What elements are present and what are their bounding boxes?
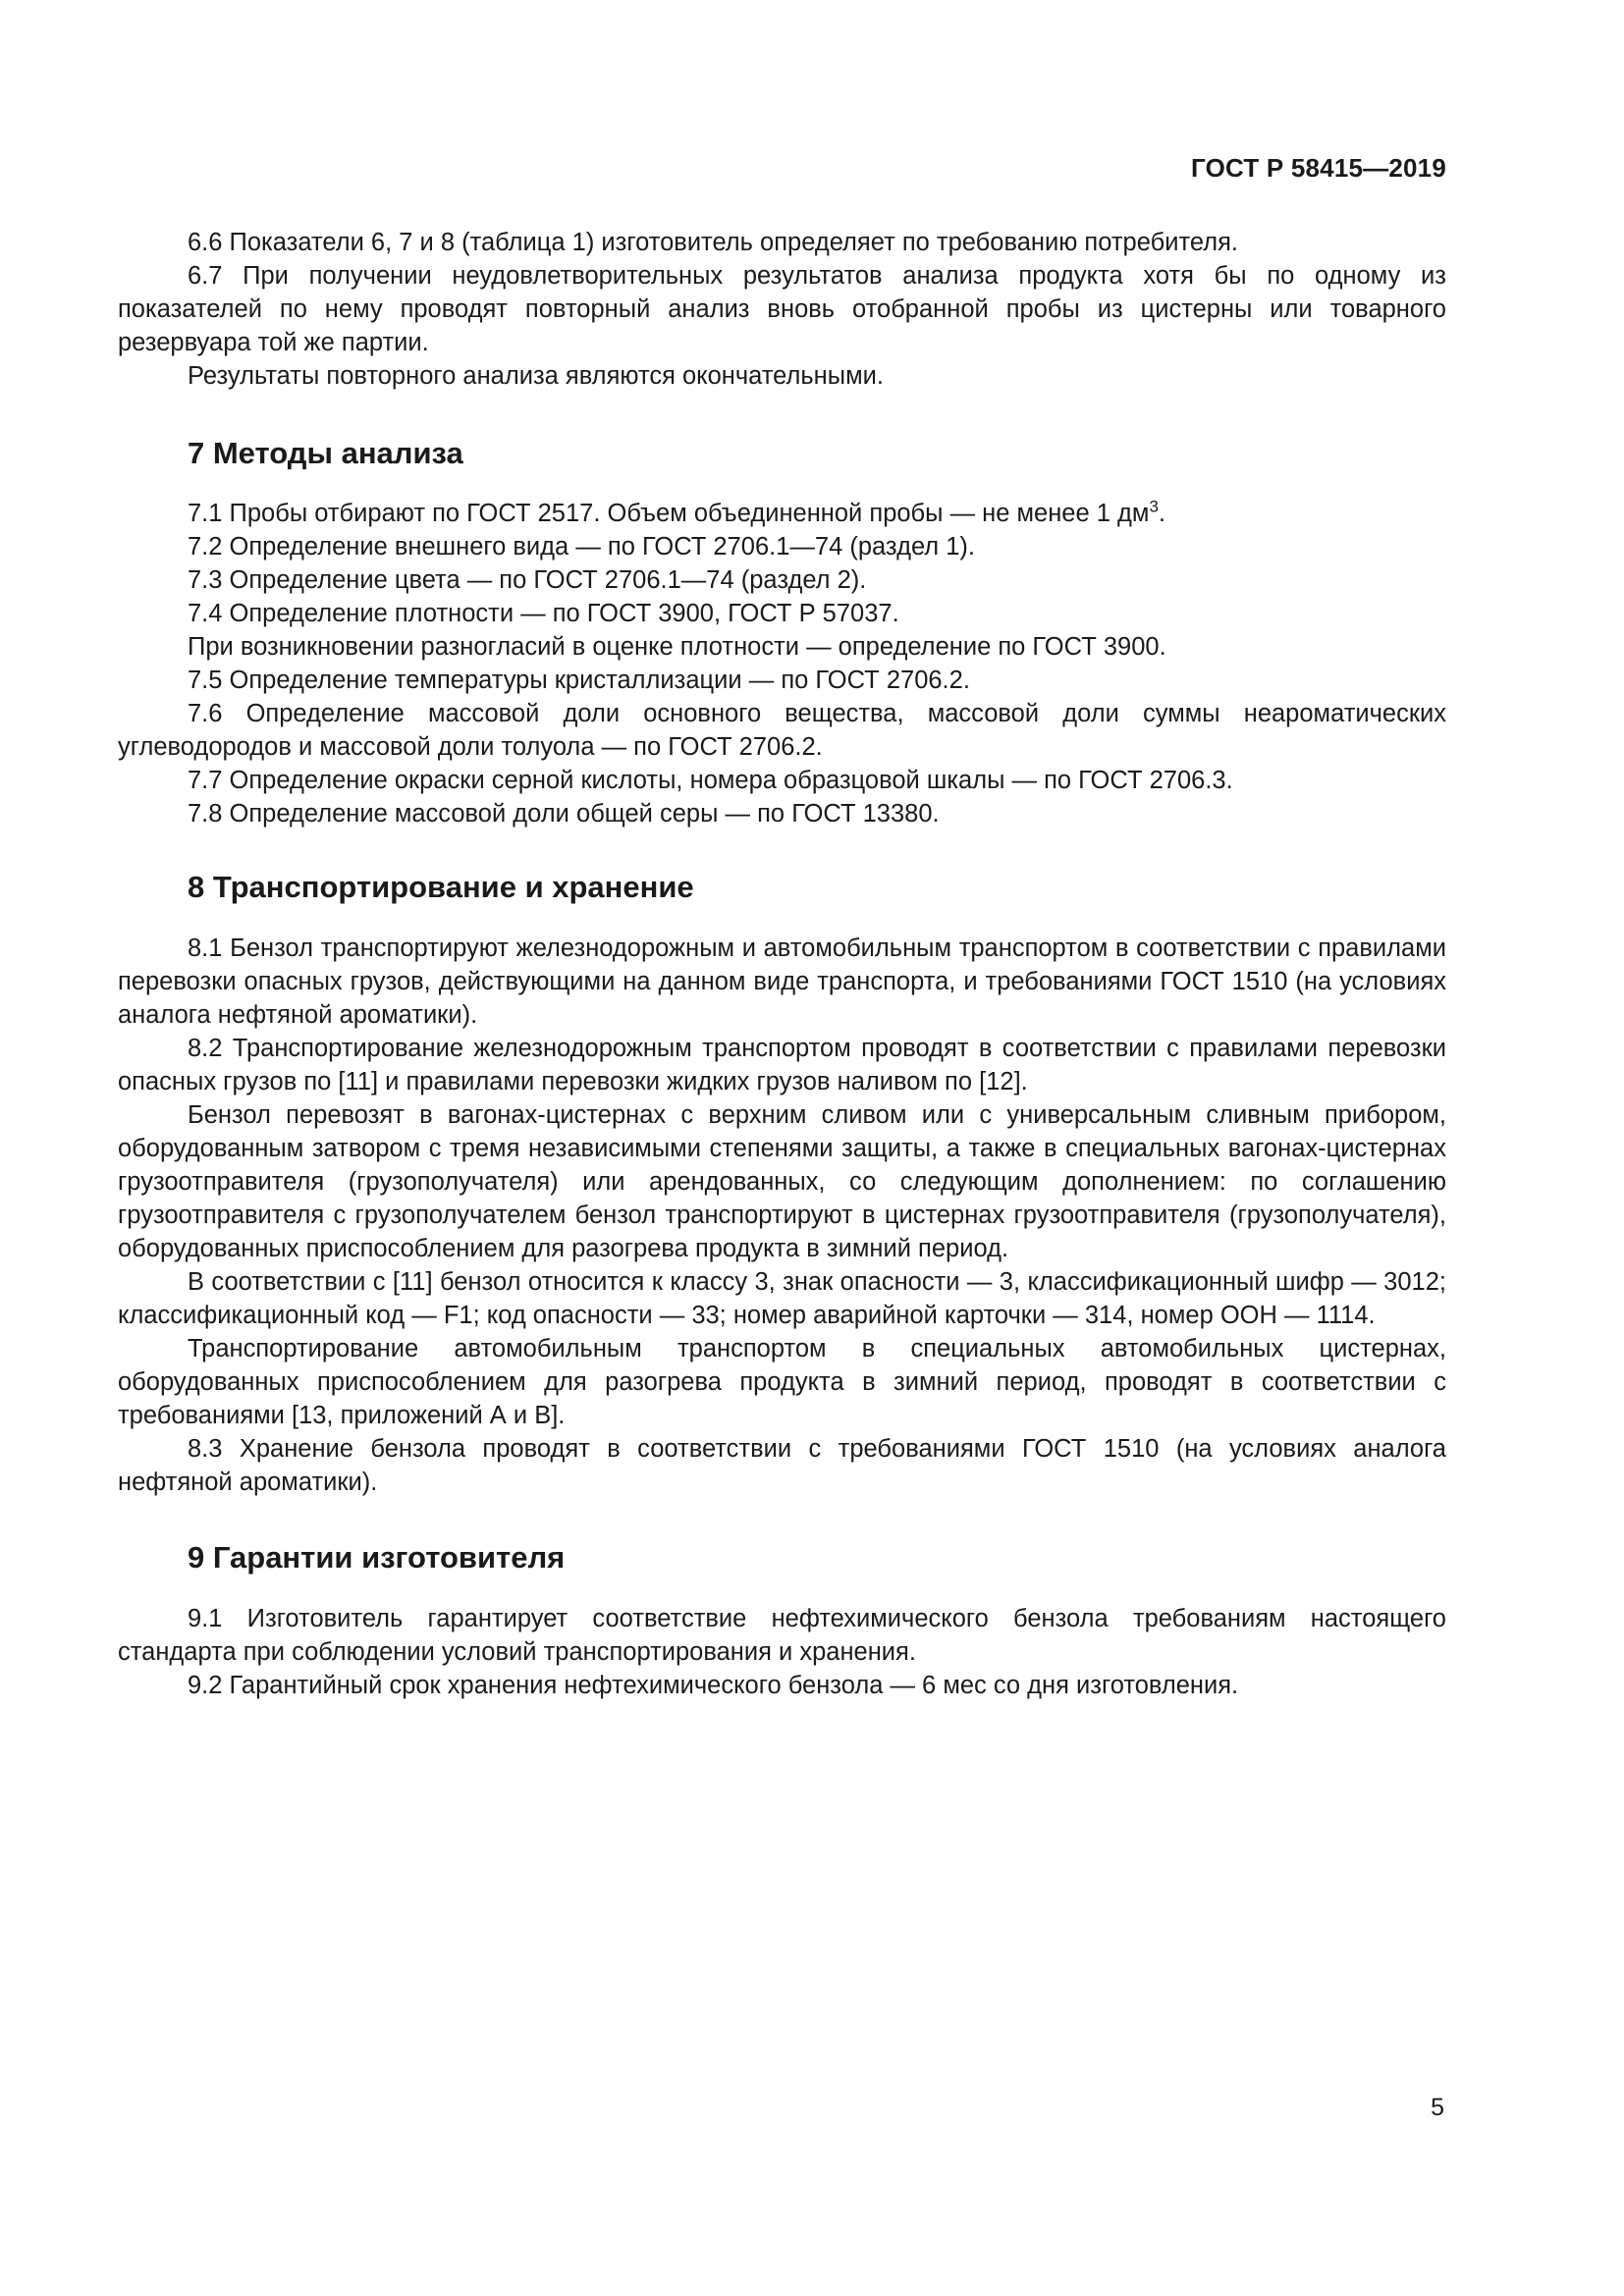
paragraph-7-1-text: 7.1 Пробы отбирают по ГОСТ 2517. Объем объединенной пробы — не менее 1 дм	[188, 500, 1150, 527]
paragraph-8-3: 8.3 Хранение бензола проводят в соответствии с требованиями ГОСТ 1510 (на условиях аналога нефтяной ароматики).	[118, 1435, 1446, 1496]
superscript-3: 3	[1149, 497, 1159, 516]
paragraph-7-1-end: .	[1158, 500, 1165, 527]
paragraph-8-1: 8.1 Бензол транспортируют железнодорожным и автомобильным транспортом в соответствии с правилами перевозки опасных грузов, действующими на данном виде транспорта, и требованиями ГОСТ 1510 (на условиях аналога нефтяной ароматики).	[118, 934, 1446, 1029]
paragraph-7-8: 7.8 Определение массовой доли общей серы — по ГОСТ 13380.	[188, 800, 940, 828]
document-code-header: ГОСТ Р 58415—2019	[1191, 153, 1446, 183]
paragraph-7-4-dispute: При возникновении разногласий в оценке плотности — определение по ГОСТ 3900.	[188, 633, 1166, 661]
paragraph-6-7: 6.7 При получении неудовлетворительных результатов анализа продукта хотя бы по одному из показателей по нему проводят повторный анализ вновь отобранной пробы из цистерны или товарного резервуара той же партии.	[118, 262, 1446, 356]
paragraph-8-2: 8.2 Транспортирование железнодорожным транспортом проводят в соответствии с правилами перевозки опасных грузов по [11] и правилами перевозки жидких грузов наливом по [12].	[118, 1035, 1446, 1095]
paragraph-7-3: 7.3 Определение цвета — по ГОСТ 2706.1—74 (раздел 2).	[188, 566, 867, 594]
paragraph-6-6: 6.6 Показатели 6, 7 и 8 (таблица 1) изготовитель определяет по требованию потребителя.	[188, 229, 1238, 256]
paragraph-7-4: 7.4 Определение плотности — по ГОСТ 3900, ГОСТ Р 57037.	[188, 600, 899, 627]
paragraph-9-2: 9.2 Гарантийный срок хранения нефтехимического бензола — 6 мес со дня изготовления.	[188, 1672, 1239, 1699]
paragraph-8-2-classification: В соответствии с [11] бензол относится к классу 3, знак опасности — 3, классификационный шифр — 3012; классификационный код — F1; код опасности — 33; номер аварийной карточки — 314, номер ООН — 1114.	[118, 1268, 1446, 1329]
paragraph-7-6: 7.6 Определение массовой доли основного вещества, массовой доли суммы неароматических углеводородов и массовой доли толуола — по ГОСТ 2706.2.	[118, 700, 1446, 761]
section-9-heading: 9 Гарантии изготовителя	[188, 1540, 566, 1575]
paragraph-7-7: 7.7 Определение окраски серной кислоты, номера образцовой шкалы — по ГОСТ 2706.3.	[188, 767, 1233, 794]
section-8-heading: 8 Транспортирование и хранение	[188, 870, 694, 904]
page-number: 5	[1431, 2094, 1444, 2121]
paragraph-7-5: 7.5 Определение температуры кристаллизации — по ГОСТ 2706.2.	[188, 667, 970, 694]
paragraph-8-2-road-transport: Транспортирование автомобильным транспортом в специальных автомобильных цистернах, оборудованных приспособлением для разогрева продукта в зимний период, проводят в соответствии с требованиями [13, приложений А и В].	[118, 1335, 1446, 1429]
paragraph-7-2: 7.2 Определение внешнего вида — по ГОСТ 2706.1—74 (раздел 1).	[188, 533, 976, 561]
paragraph-6-7-result: Результаты повторного анализа являются окончательными.	[188, 362, 884, 390]
paragraph-7-1	[118, 497, 1446, 530]
paragraph-8-2-wagons: Бензол перевозят в вагонах-цистернах с верхним сливом или с универсальным сливным прибором, оборудованным затвором с тремя независимыми степенями защиты, а также в специальных вагонах-цистернах грузоотправителя (грузополучателя) или арендованных, со следующим дополнением: по соглашению грузоотправителя с грузополучателем бензол транспортируют в цистернах грузоотправителя (грузополучателя), оборудованных приспособлением для разогрева продукта в зимний период.	[118, 1101, 1446, 1262]
paragraph-9-1: 9.1 Изготовитель гарантирует соответствие нефтехимического бензола требованиям настоящего стандарта при соблюдении условий транспортирования и хранения.	[118, 1605, 1446, 1666]
page-content	[118, 226, 1446, 1702]
section-7-heading: 7 Методы анализа	[188, 436, 463, 470]
